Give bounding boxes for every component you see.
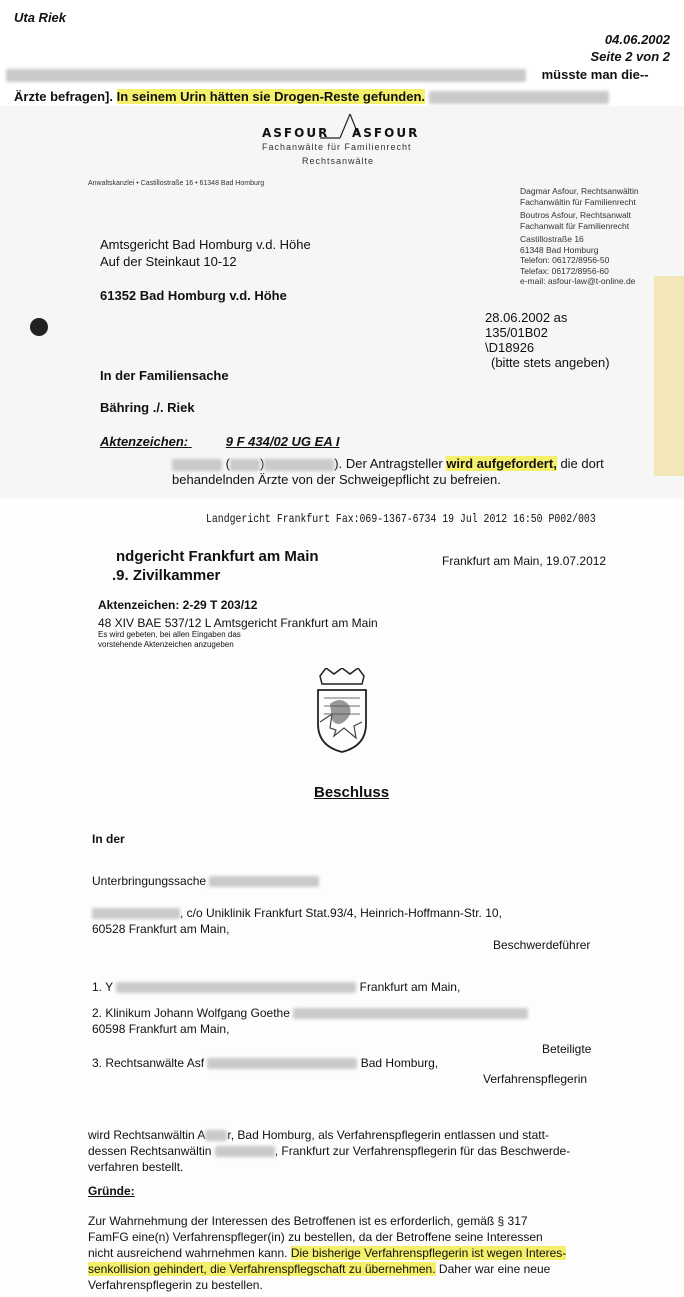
firm-right: ASFOUR [352, 126, 420, 140]
address-text: , c/o Uniklinik Frankfurt Stat.93/4, Heinrich-Hoffmann-Str. 10, [180, 906, 502, 920]
reasons-line-5: Verfahrenspflegerin zu bestellen. [88, 1278, 263, 1292]
recipient-line: Auf der Steinkaut 10-12 [100, 254, 237, 269]
party-3-city: Bad Homburg, [360, 1056, 439, 1070]
party-1-prefix: 1. Y [92, 980, 113, 994]
role-participants: Beteiligte [542, 1042, 592, 1056]
address-line-1 [92, 906, 502, 920]
file-number-label: Aktenzeichen: [100, 434, 189, 449]
coat-of-arms-icon [314, 668, 370, 754]
court-file-number-2: 48 XIV BAE 537/12 L Amtsgericht Frankfurt am Main [98, 616, 378, 630]
reasons-line-3 [88, 1246, 566, 1260]
decision-text: wird Rechtsanwältin A [88, 1128, 206, 1142]
party-2 [92, 1006, 528, 1020]
recipient-address [100, 236, 311, 270]
contact-line: Fachanwältin für Familienrecht [520, 196, 636, 207]
contact-line: e-mail: asfour-law@t-online.de [520, 276, 636, 286]
contact-line: Telefon: 06172/8956-50 [520, 255, 610, 265]
party-3-name: 3. Rechtsanwälte Asf [92, 1056, 205, 1070]
recipient-line: Amtsgericht Bad Homburg v.d. Höhe [100, 237, 311, 252]
reference-number: 135/01B02 [485, 325, 548, 340]
body-text: ). Der Antragsteller [334, 456, 443, 471]
header-highlight: In seinem Urin hätten sie Drogen-Reste gefunden. [116, 89, 426, 104]
contact-line: Dagmar Asfour, Rechtsanwältin [520, 186, 639, 196]
matter-line [92, 874, 319, 888]
decision-title: Beschluss [314, 784, 390, 801]
reasons-line-1: Zur Wahrnehmung der Interessen des Betroffenen ist es erforderlich, gemäß § 317 [88, 1214, 528, 1228]
reasons-line-4 [88, 1262, 550, 1276]
place-date: Frankfurt am Main, 19.07.2012 [442, 554, 607, 568]
letter-body-line-1: ( ) ). Der Antragsteller wird aufgefordert, die dort [172, 456, 604, 471]
sender-line: Anwaltskanzlei • Castillostraße 16 • 61348 Bad Homburg [88, 180, 265, 187]
firm-left: ASFOUR [262, 126, 330, 140]
reasons-highlight: Die bisherige Verfahrenspflegerin ist wegen Interes- [290, 1246, 567, 1260]
scanned-letter-2 [0, 498, 684, 1297]
file-note-2: vorstehende Aktenzeichen anzugeben [98, 640, 234, 649]
reasons-line-2: FamFG eine(n) Verfahrenspfleger(in) zu bestellen, da der Betroffene seine Interessen [88, 1230, 543, 1244]
page-number: Seite 2 von 2 [590, 49, 670, 64]
contact-line: Fachanwalt für Familienrecht [520, 220, 630, 231]
reasons-text: nicht ausreichend wahrnehmen kann. [88, 1246, 288, 1260]
reference-date: 28.06.2002 as [485, 310, 568, 325]
header-line-2 [14, 89, 609, 104]
matter-label: In der Familiensache [100, 368, 229, 383]
file-number-value: 9 F 434/02 UG EA I [225, 434, 340, 449]
party-1 [92, 980, 460, 994]
in-der-label: In der [92, 832, 125, 846]
court-file-number: Aktenzeichen: 2-29 T 203/12 [98, 598, 258, 612]
decision-text: , Frankfurt zur Verfahrenspflegerin für das Beschwerde- [274, 1144, 571, 1158]
contact-line: Telefax: 06172/8956-60 [520, 265, 609, 276]
address-city: 60528 Frankfurt am Main, [92, 922, 230, 936]
reasons-text: Daher war eine neue [438, 1262, 551, 1276]
court-name: ndgericht Frankfurt am Main [116, 548, 319, 565]
body-highlight: wird aufgefordert, [446, 456, 557, 471]
party-1-city: Frankfurt am Main, [359, 980, 461, 994]
file-number [100, 434, 339, 449]
reasons-label: Gründe: [88, 1184, 135, 1198]
header-line-1-tail: müsste man die-- [541, 67, 649, 82]
author-name: Uta Riek [14, 10, 67, 25]
body-text: die dort [560, 456, 604, 471]
party-2-city: 60598 Frankfurt am Main, [92, 1022, 230, 1036]
reasons-highlight: senkollision gehindert, die Verfahrenspflegschaft zu übernehmen. [88, 1262, 436, 1276]
role-appellant: Beschwerdeführer [493, 938, 591, 952]
party-3 [92, 1056, 438, 1070]
header-line-1 [6, 67, 649, 82]
party-2-name: 2. Klinikum Johann Wolfgang Goethe [92, 1006, 290, 1020]
contact-line: Boutros Asfour, Rechtsanwalt [520, 210, 632, 220]
header-date: 04.06.2002 [604, 32, 670, 47]
firm-subtitle: Fachanwälte für Familienrecht [262, 142, 412, 152]
matter-type: Unterbringungssache [92, 874, 207, 888]
reference-block [485, 310, 610, 370]
reference-number: \D18926 [485, 340, 535, 355]
decision-text: r, Bad Homburg, als Verfahrenspflegerin entlassen und statt- [227, 1128, 549, 1142]
punch-hole [30, 318, 48, 336]
recipient-city: 61352 Bad Homburg v.d. Höhe [100, 288, 287, 303]
decision-text: dessen Rechtsanwältin [88, 1144, 212, 1158]
reference-note: (bitte stets angeben) [491, 355, 610, 370]
header-line-2-a: Ärzte befragen]. [14, 89, 113, 104]
letter-body-line-2: behandelnden Ärzte von der Schweigepflicht zu befreien. [172, 472, 501, 487]
parties: Bähring ./. Riek [100, 400, 195, 415]
court-chamber: .9. Zivilkammer [112, 567, 221, 584]
firm-subtitle-2: Rechtsanwälte [302, 156, 375, 166]
contact-line: 61348 Bad Homburg [520, 244, 599, 255]
file-note-1: Es wird gebeten, bei allen Eingaben das [98, 630, 241, 639]
decision-line-1 [88, 1128, 549, 1142]
contact-line: Castillostraße 16 [520, 234, 584, 244]
firm-contact-block [520, 186, 639, 287]
decision-line-3: verfahren bestellt. [88, 1160, 184, 1174]
role-guardian: Verfahrenspflegerin [483, 1072, 588, 1086]
scanned-letter-1 [0, 106, 684, 498]
decision-line-2 [88, 1144, 570, 1158]
fax-header: Landgericht Frankfurt Fax:069-1367-6734 19 Jul 2012 16:50 P002/003 [206, 512, 596, 526]
